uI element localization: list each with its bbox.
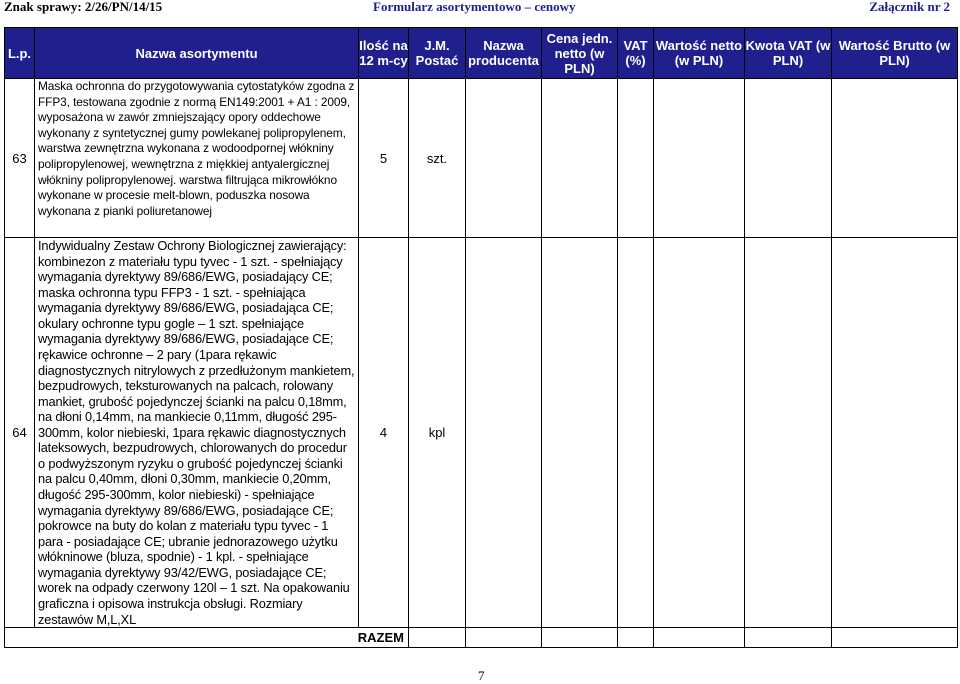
total-vat-amount-cell[interactable] bbox=[745, 628, 832, 648]
row-lp: 63 bbox=[5, 79, 35, 238]
col-header-net-value: Wartość netto (w PLN) bbox=[654, 28, 745, 79]
col-header-lp: L.p. bbox=[5, 28, 35, 79]
pricing-table bbox=[4, 27, 958, 648]
total-row bbox=[5, 628, 958, 648]
row-gross-value-cell[interactable] bbox=[832, 79, 958, 238]
total-gross-value-cell[interactable] bbox=[832, 628, 958, 648]
total-label: RAZEM bbox=[5, 628, 409, 648]
row-unit: kpl bbox=[409, 238, 466, 628]
row-unit: szt. bbox=[409, 79, 466, 238]
row-qty: 5 bbox=[359, 79, 409, 238]
row-gross-value-cell[interactable] bbox=[832, 238, 958, 628]
total-unit-cell bbox=[409, 628, 466, 648]
row-vat-amount-cell[interactable] bbox=[745, 238, 832, 628]
row-name bbox=[35, 79, 359, 238]
document-reference: Znak sprawy: 2/26/PN/14/15 bbox=[4, 0, 163, 14]
total-producer-cell bbox=[466, 628, 542, 648]
product-description: Indywidualny Zestaw Ochrony Biologicznej zawierający: kombinezon z materiału typu tyvec - 1 szt. - spełniający wymagania dyrektywy 89/686/EWG, posiadający CE; maska ochronna typu FFP3 - 1 szt. - spełniająca wymagania dyrektywy 89/686/EWG, posiadająca CE; okulary ochronne typu gogle – 1 szt. spełniające wymagania dyrektywy 89/686/EWG, posiadające CE; rękawice ochronne – 2 pary (1para rękawic diagnostycznych nitrylowych z przedłużonym mankietem, bezpudrowych, teksturowanych na palcach, rolowany mankiet, grubość pojedynczej ścianki na palcu 0,18mm, na dłoni 0,14mm, na mankiecie 0,11mm, długość 295-300mm, kolor niebieski, 1para rękawic diagnostycznych lateksowych, bezpudrowych, chlorowanych do procedur o podwyższonym ryzyku o grubość pojedynczej ścianki na palcu 0,40mm, dłoni 0,30mm, mankiecie 0,20mm, długość 295-300mm, kolor niebieski) - spełniające wymagania dyrektywy 89/686/EWG, posiadające CE; pokrowce na buty do kolan z materiału typu tyvec - 1 para - posiadające CE; ubranie jednorazowego użytku włókninowe (bluza, spodnie) - 1 kpl. - spełniające wymagania dyrektywy 93/42/EWG, posiadające CE; worek na odpady czerwony 120l – 1 szt. Na opakowaniu graficzna i opisowa instrukcja obsługi. Rozmiary zestawów M,L,XL bbox=[38, 238, 355, 627]
row-producer-cell[interactable] bbox=[466, 238, 542, 628]
total-unit-price-cell bbox=[542, 628, 618, 648]
col-header-producer: Nazwa producenta bbox=[466, 28, 542, 79]
row-name bbox=[35, 238, 359, 628]
table-row bbox=[5, 79, 958, 238]
col-header-qty: Ilość na 12 m-cy bbox=[359, 28, 409, 79]
col-header-unit-price: Cena jedn. netto (w PLN) bbox=[542, 28, 618, 79]
row-net-value-cell[interactable] bbox=[654, 79, 745, 238]
col-header-unit: J.M. Postać bbox=[409, 28, 466, 79]
col-header-gross-value: Wartość Brutto (w PLN) bbox=[832, 28, 958, 79]
form-title: Formularz asortymentowo – cenowy bbox=[373, 0, 576, 14]
column-header-row bbox=[5, 28, 958, 79]
col-header-vat: VAT (%) bbox=[618, 28, 654, 79]
row-net-value-cell[interactable] bbox=[654, 238, 745, 628]
row-lp: 64 bbox=[5, 238, 35, 628]
col-header-vat-amount: Kwota VAT (w PLN) bbox=[745, 28, 832, 79]
page-number: 7 bbox=[478, 668, 485, 683]
attachment-label: Załącznik nr 2 bbox=[869, 0, 950, 14]
total-net-value-cell[interactable] bbox=[654, 628, 745, 648]
row-vat-cell[interactable] bbox=[618, 238, 654, 628]
product-description: Maska ochronna do przygotowywania cytostatyków zgodna z FFP3, testowana zgodnie z normą EN149:2001 + A1 : 2009, wyposażona w zawór zmniejszający opory oddechowe wykonany z syntetycznej gumy powlekanej polipropylenem, warstwa zewnętrzna wykonana z wodoodpornej włókniny polipropylenowej, wewnętrzna z miękkiej antyalergicznej włókniny polipropylenowej. warstwa filtrująca mikrowłókno wykonane w procesie melt-blown, poduszka nosowa wykonana z pianki poliuretanowej bbox=[38, 79, 355, 218]
row-unit-price-cell[interactable] bbox=[542, 79, 618, 238]
row-unit-price-cell[interactable] bbox=[542, 238, 618, 628]
row-vat-amount-cell[interactable] bbox=[745, 79, 832, 238]
total-vat-cell bbox=[618, 628, 654, 648]
row-vat-cell[interactable] bbox=[618, 79, 654, 238]
col-header-name: Nazwa asortymentu bbox=[35, 28, 359, 79]
row-qty: 4 bbox=[359, 238, 409, 628]
table-row bbox=[5, 238, 958, 628]
row-producer-cell[interactable] bbox=[466, 79, 542, 238]
